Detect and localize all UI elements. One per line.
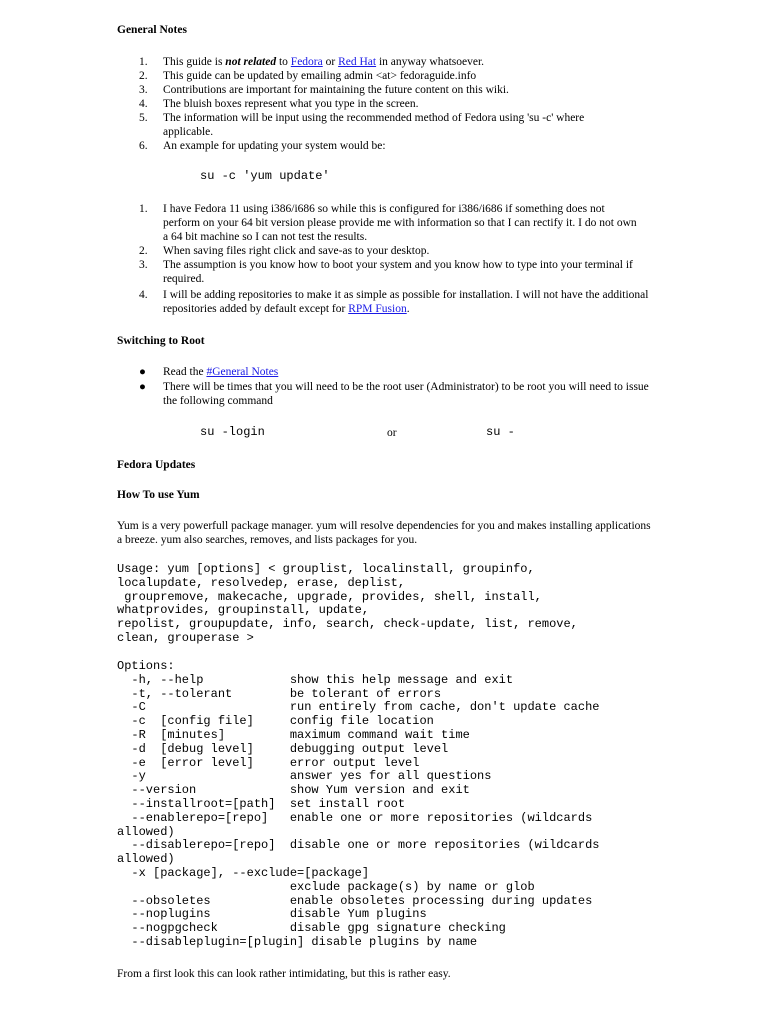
heading-how-to-use-yum: How To use Yum: [117, 489, 200, 501]
list-item: 6. An example for updating your system would be:: [139, 140, 386, 152]
list-item: 4. The bluish boxes represent what you type in the screen.: [139, 98, 419, 110]
link-fedora[interactable]: Fedora: [290, 56, 323, 68]
root-command-login: su -login: [200, 425, 265, 439]
list-item: ● Read the #General Notes: [139, 366, 279, 378]
example-command: su -c 'yum update': [200, 169, 330, 183]
emphasis-not-related: not related: [225, 56, 277, 68]
general-notes-list: [117, 55, 657, 153]
bullet-icon: ●: [139, 381, 146, 393]
list-item: 3. Contributions are important for maintaining the future content on this wiki.: [139, 84, 509, 96]
assumptions-list: [117, 202, 657, 316]
yum-intro: Yum is a very powerfull package manager. yum will resolve dependencies for you and makes installing applications a breeze. yum also searches, removes, and lists packages for you.: [117, 520, 651, 546]
list-item: 3. The assumption is you know how to boot your system and you know how to type into your terminal if required.: [139, 259, 633, 285]
heading-switching-to-root: Switching to Root: [117, 335, 205, 347]
list-item: 1. This guide is not related to Fedora or Red Hat in anyway whatsoever.: [139, 56, 485, 68]
link-general-notes[interactable]: #General Notes: [206, 366, 279, 378]
list-item: 5. The information will be input using the recommended method of Fedora using 'su -c' where applicable.: [139, 112, 585, 138]
list-item: 2. When saving files right click and save-as to your desktop.: [139, 245, 430, 257]
bullet-icon: ●: [139, 366, 146, 378]
list-item: 1. I have Fedora 11 using i386/i686 so while this is configured for i386/i686 if something does not perform on your 64 bit version please provide me with information so that I can rectify it. I do not own a 64 bit machine so I can not test the results.: [139, 203, 637, 243]
root-command-su: su -: [486, 425, 515, 439]
closing-text: From a first look this can look rather intimidating, but this is rather easy.: [117, 968, 451, 980]
list-number: 1.: [139, 56, 148, 68]
list-item: 2. This guide can be updated by emailing admin <at> fedoraguide.info: [139, 70, 477, 82]
list-item: ● There will be times that you will need to be the root user (Administrator) to be root you will need to issue the following command: [139, 381, 649, 407]
or-label: or: [387, 427, 397, 439]
link-rpm-fusion[interactable]: RPM Fusion: [348, 303, 407, 315]
list-item: 4. I will be adding repositories to make it as simple as possible for installation. I will not have the additional repositories added by default except for RPM Fusion.: [139, 289, 649, 315]
switching-bullets: [117, 365, 657, 408]
yum-usage: Usage: yum [options] < grouplist, localinstall, groupinfo, localupdate, resolvedep, erase, deplist, groupremove, makecache, upgrade, provides, shell, install, whatprovides, groupinstall, update, repolist, groupupdate, info, search, check-update, list, remove, clean, grouperase >: [117, 562, 578, 645]
link-red-hat[interactable]: Red Hat: [338, 56, 377, 68]
yum-options: Options: -h, --help show this help message and exit -t, --tolerant be tolerant of errors -C run entirely from cache, don't update cache -c [config file] config file location -R [minutes] maximum command wait time -d [debug level] debugging output level -e [error level] error output level -y answer yes for all questions --version show Yum version and exit --installroot=[path] set install root --enablerepo=[repo] enable one or more repositories (wildcards allowed) --disablerepo=[repo] disable one or more repositories (wildcards allowed) -x [package], --exclude=[package] exclude package(s) by name or glob --obsoletes enable obsoletes processing during updates --noplugins disable Yum plugins --nogpgcheck disable gpg signature checking --disableplugin=[plugin] disable plugins by name: [117, 659, 600, 949]
heading-fedora-updates: Fedora Updates: [117, 459, 196, 471]
heading-general-notes: General Notes: [117, 24, 187, 36]
